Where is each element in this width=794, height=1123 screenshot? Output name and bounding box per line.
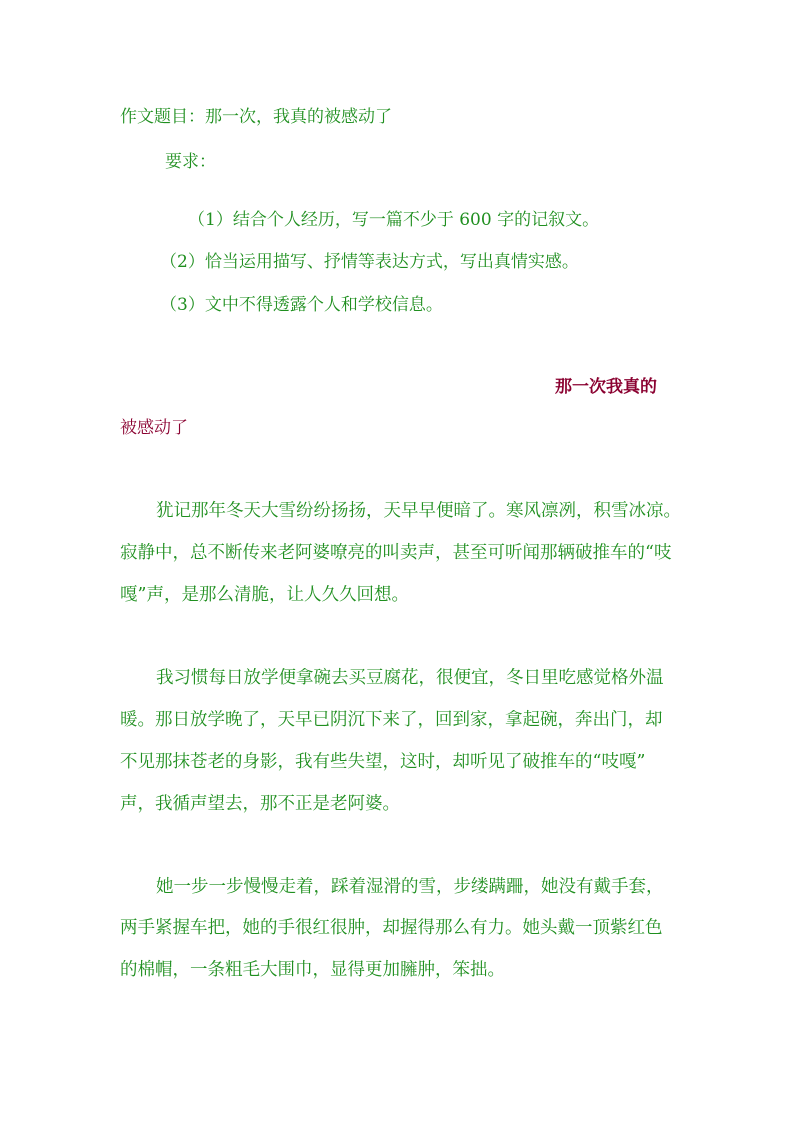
requirements-label: 要求： [165,152,216,172]
essay-topic: 作文题目：那一次，我真的被感动了 [120,107,392,127]
paragraph-3-line-3: 的棉帽，一条粗毛大围巾，显得更加臃肿，笨拙。 [120,960,505,980]
essay-title-line-2: 被感动了 [120,418,188,438]
requirement-item-2: （2）恰当运用描写、抒情等表达方式，写出真情实感。 [160,252,579,272]
paragraph-1-line-2: 寂静中，总不断传来老阿婆嘹亮的叫卖声，甚至可听闻那辆破推车的“吱 [120,543,672,563]
requirement-item-1: （1）结合个人经历，写一篇不少于 600 字的记叙文。 [188,210,600,230]
paragraph-1-line-1: 犹记那年冬天大雪纷纷扬扬，天早早便暗了。寒风凛冽，积雪冰凉。 [156,501,681,521]
paragraph-3-line-1: 她一步一步慢慢走着，踩着湿滑的雪，步缕蹒跚，她没有戴手套， [156,877,664,897]
paragraph-2-line-2: 暖。那日放学晚了，天早已阴沉下来了，回到家，拿起碗，奔出门，却 [120,710,663,730]
paragraph-2-line-1: 我习惯每日放学便拿碗去买豆腐花，很便宜，冬日里吃感觉格外温 [156,668,664,688]
requirement-item-3: （3）文中不得透露个人和学校信息。 [160,295,443,315]
paragraph-2-line-4: 声，我循声望去，那不正是老阿婆。 [120,794,400,814]
essay-title-line-1: 那一次我真的 [555,377,657,397]
paragraph-1-line-3: 嘎”声，是那么清脆，让人久久回想。 [120,585,409,605]
paragraph-2-line-3: 不见那抹苍老的身影，我有些失望，这时，却听见了破推车的“吱嘎” [120,752,646,772]
paragraph-3-line-2: 两手紧握车把，她的手很红很肿，却握得那么有力。她头戴一顶紫红色 [120,918,663,938]
